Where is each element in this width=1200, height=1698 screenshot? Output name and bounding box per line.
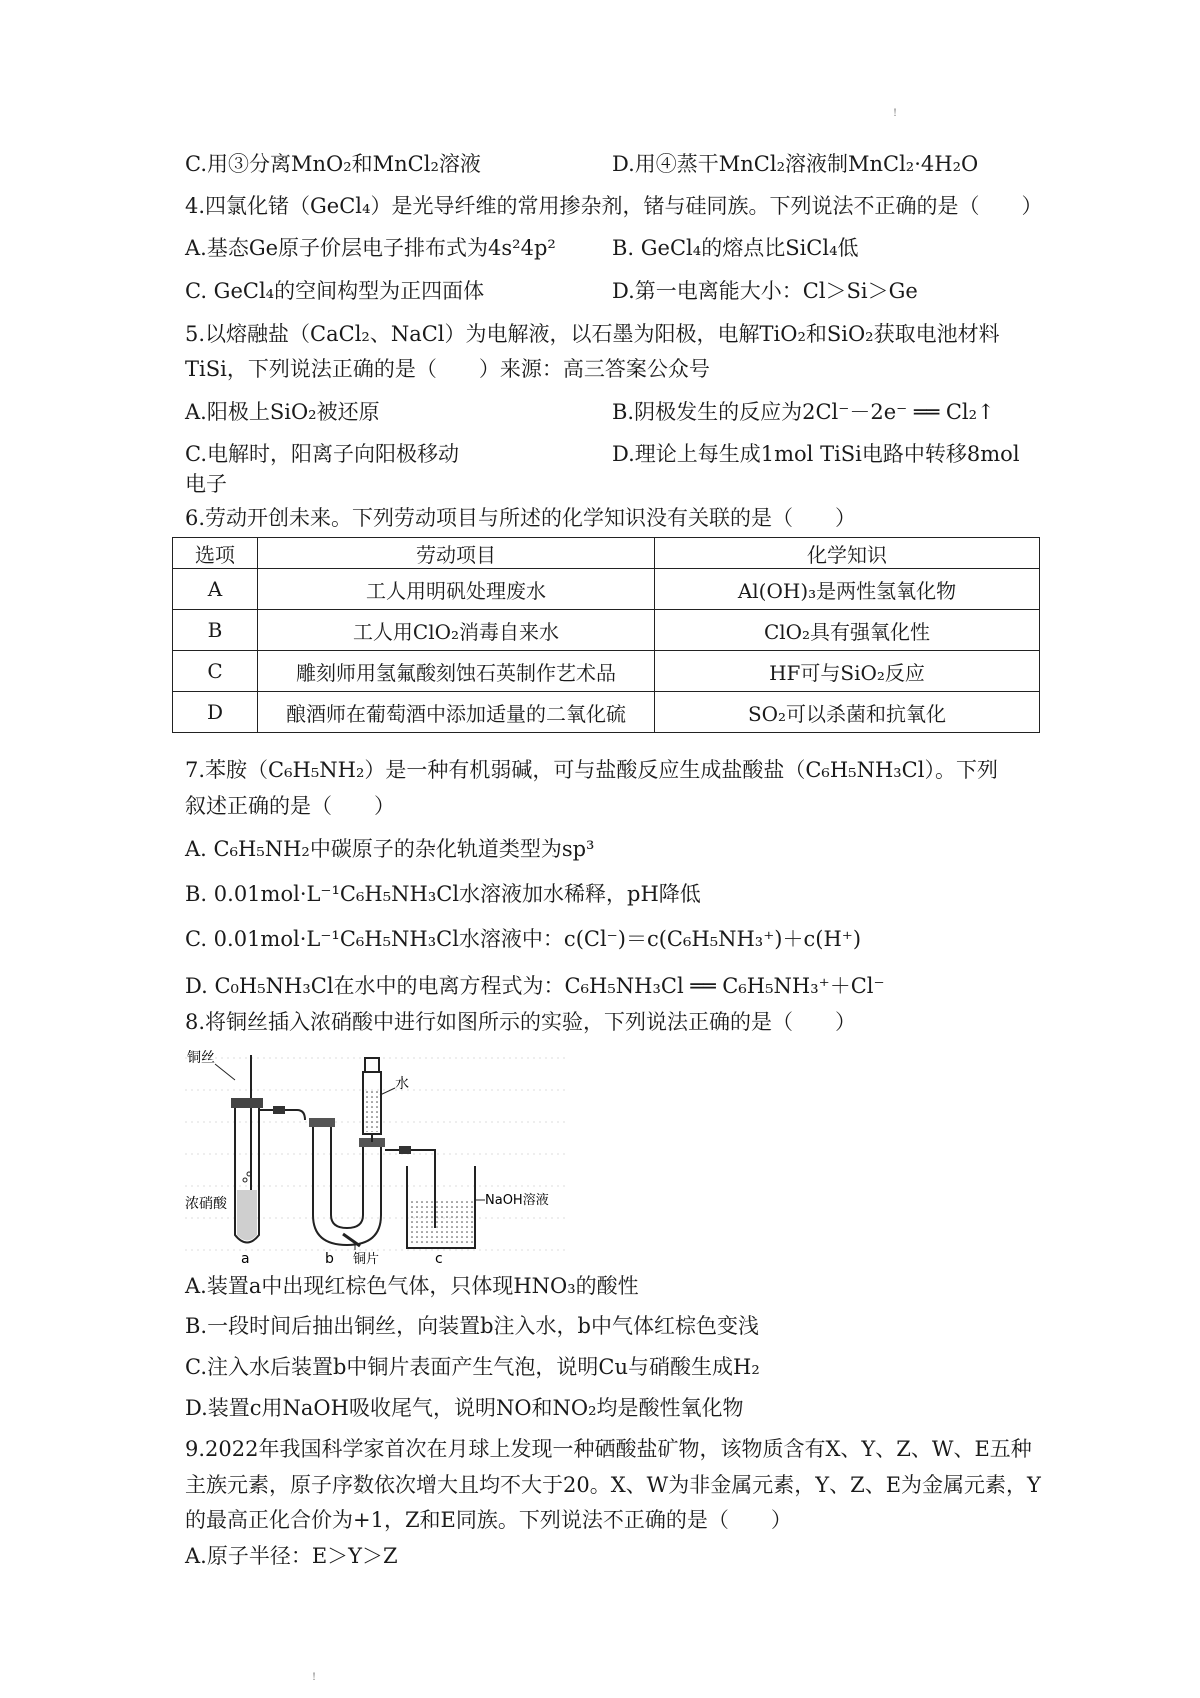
table-cell: SO₂可以杀菌和抗氧化 xyxy=(655,692,1040,733)
table-cell: B xyxy=(173,610,258,651)
table-row xyxy=(173,610,1040,651)
q4-option-d: D.第一电离能大小：Cl＞Si＞Ge xyxy=(612,279,918,303)
table-cell: ClO₂具有强氧化性 xyxy=(655,610,1040,651)
q5-option-c: C.电解时，阳离子向阳极移动 xyxy=(185,442,459,466)
q7-stem-line2: 叙述正确的是（ ） xyxy=(185,794,395,818)
page-mark-bottom: ! xyxy=(312,1672,317,1683)
q5-option-a: A.阳极上SiO₂被还原 xyxy=(185,400,380,424)
q7-option-b: B. 0.01mol·L⁻¹C₆H₅NH₃Cl水溶液加水稀释，pH降低 xyxy=(185,882,701,906)
q9-stem-line3: 的最高正化合价为+1，Z和E同族。下列说法不正确的是（ ） xyxy=(185,1508,792,1532)
q4-stem: 4.四氯化锗（GeCl₄）是光导纤维的常用掺杂剂，锗与硅同族。下列说法不正确的是（ ） xyxy=(185,194,1043,218)
table-cell: Al(OH)₃是两性氢氧化物 xyxy=(655,569,1040,610)
table-header-cell: 选项 xyxy=(173,538,258,569)
table-cell: 工人用ClO₂消毒自来水 xyxy=(258,610,655,651)
q5-stem-line1: 5.以熔融盐（CaCl₂、NaCl）为电解液，以石墨为阳极，电解TiO₂和SiO₂获取电池材料 xyxy=(185,322,1000,346)
page-mark-top: ! xyxy=(893,108,898,119)
label-copper-sheet: 铜片 xyxy=(353,1252,380,1265)
q8-option-a: A.装置a中出现红棕色气体，只体现HNO₃的酸性 xyxy=(185,1274,639,1298)
q6-stem: 6.劳动开创未来。下列劳动项目与所述的化学知识没有关联的是（ ） xyxy=(185,506,857,530)
label-naoh: NaOH溶液 xyxy=(485,1193,549,1208)
q6-table xyxy=(172,537,1040,733)
table-header-cell: 劳动项目 xyxy=(258,538,655,569)
label-a: a xyxy=(241,1251,250,1265)
table-cell: C xyxy=(173,651,258,692)
table-row xyxy=(173,692,1040,733)
q9-option-a: A.原子半径：E＞Y＞Z xyxy=(185,1544,398,1568)
table-row xyxy=(173,651,1040,692)
q5-option-d-continued: 电子 xyxy=(185,472,227,496)
q7-option-a: A. C₆H₅NH₂中碳原子的杂化轨道类型为sp³ xyxy=(185,837,595,861)
table-cell: 工人用明矾处理废水 xyxy=(258,569,655,610)
label-water: 水 xyxy=(395,1076,409,1092)
q9-stem-line2: 主族元素，原子序数依次增大且均不大于20。X、W为非金属元素，Y、Z、E为金属元素，Y xyxy=(185,1473,1041,1497)
table-header-row xyxy=(173,538,1040,569)
label-c: c xyxy=(435,1251,443,1265)
q5-option-d: D.理论上每生成1mol TiSi电路中转移8mol xyxy=(612,442,1020,466)
q8-apparatus-figure xyxy=(185,1050,565,1265)
q7-option-c: C. 0.01mol·L⁻¹C₆H₅NH₃Cl水溶液中：c(Cl⁻)＝c(C₆H₅NH₃⁺)＋c(H⁺) xyxy=(185,927,862,951)
label-conc-nitric: 浓硝酸 xyxy=(185,1196,227,1212)
q8-option-b: B.一段时间后抽出铜丝，向装置b注入水，b中气体红棕色变浅 xyxy=(185,1314,759,1338)
table-row xyxy=(173,569,1040,610)
q4-option-b: B. GeCl₄的熔点比SiCl₄低 xyxy=(612,236,859,260)
q5-stem-line2: TiSi，下列说法正确的是（ ）来源：高三答案公众号 xyxy=(185,357,710,381)
table-cell: HF可与SiO₂反应 xyxy=(655,651,1040,692)
q8-stem: 8.将铜丝插入浓硝酸中进行如图所示的实验，下列说法正确的是（ ） xyxy=(185,1010,857,1034)
q4-option-a: A.基态Ge原子价层电子排布式为4s²4p² xyxy=(185,236,556,260)
label-copper-wire: 铜丝 xyxy=(187,1050,215,1066)
table-cell: A xyxy=(173,569,258,610)
q3-option-c: C.用③分离MnO₂和MnCl₂溶液 xyxy=(185,152,481,176)
table-header-cell: 化学知识 xyxy=(655,538,1040,569)
q7-option-d: D. C₀H₅NH₃Cl在水中的电离方程式为：C₆H₅NH₃Cl ══ C₆H₅NH₃⁺＋Cl⁻ xyxy=(185,974,885,998)
q9-stem-line1: 9.2022年我国科学家首次在月球上发现一种硒酸盐矿物，该物质含有X、Y、Z、W、E五种 xyxy=(185,1437,1032,1461)
q7-stem-line1: 7.苯胺（C₆H₅NH₂）是一种有机弱碱，可与盐酸反应生成盐酸盐（C₆H₅NH₃Cl）。下列 xyxy=(185,758,998,782)
q4-option-c: C. GeCl₄的空间构型为正四面体 xyxy=(185,279,485,303)
q8-option-c: C.注入水后装置b中铜片表面产生气泡，说明Cu与硝酸生成H₂ xyxy=(185,1355,760,1379)
table-cell: 雕刻师用氢氟酸刻蚀石英制作艺术品 xyxy=(258,651,655,692)
label-b: b xyxy=(325,1251,334,1265)
q5-option-b: B.阴极发生的反应为2Cl⁻－2e⁻ ══ Cl₂↑ xyxy=(612,400,995,424)
q3-option-d: D.用④蒸干MnCl₂溶液制MnCl₂·4H₂O xyxy=(612,152,979,176)
table-cell: 酿酒师在葡萄酒中添加适量的二氧化硫 xyxy=(258,692,655,733)
table-cell: D xyxy=(173,692,258,733)
q8-option-d: D.装置c用NaOH吸收尾气，说明NO和NO₂均是酸性氧化物 xyxy=(185,1396,744,1420)
